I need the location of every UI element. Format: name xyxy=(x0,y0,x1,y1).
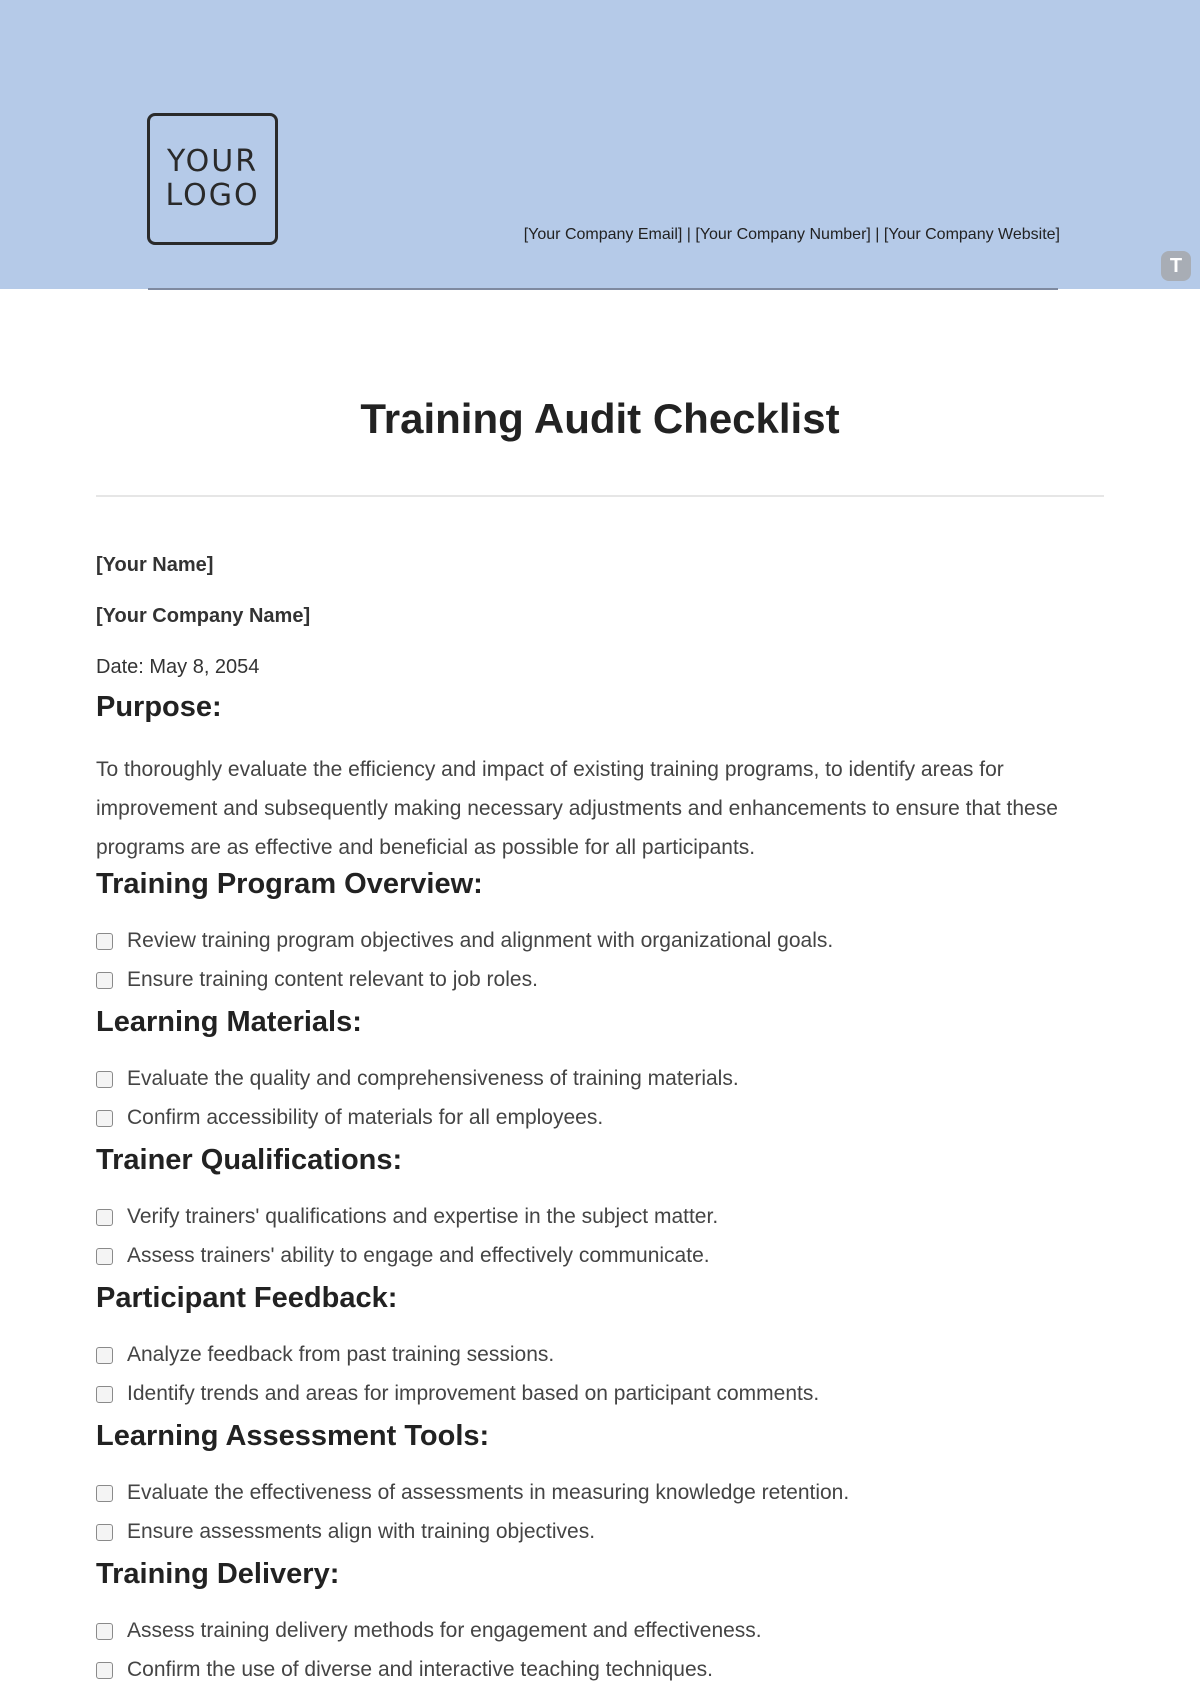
section-heading-learning-materials: Learning Materials: xyxy=(96,1006,362,1038)
checkbox[interactable] xyxy=(96,1209,113,1226)
checklist-item[interactable] xyxy=(96,1382,819,1406)
checklist-item-label: Confirm the use of diverse and interactive teaching techniques. xyxy=(127,1658,714,1681)
section-heading-training-delivery: Training Delivery: xyxy=(96,1558,340,1590)
checklist-item-label: Evaluate the quality and comprehensiveness of training materials. xyxy=(127,1067,739,1090)
author-name: [Your Name] xyxy=(96,554,214,576)
checklist-item[interactable] xyxy=(96,1343,554,1367)
checkbox[interactable] xyxy=(96,1662,113,1679)
checklist-item[interactable] xyxy=(96,1067,739,1091)
checklist-item[interactable] xyxy=(96,1619,762,1643)
checklist-item-label: Ensure assessments align with training objectives. xyxy=(127,1520,596,1543)
document-date: Date: May 8, 2054 xyxy=(96,656,260,678)
checklist-item[interactable] xyxy=(96,1658,713,1682)
checklist-item-label: Confirm accessibility of materials for all employees. xyxy=(127,1106,604,1129)
logo-line-2: LOGO xyxy=(165,178,260,213)
logo-text xyxy=(158,145,268,213)
header-divider xyxy=(148,288,1058,290)
checklist-item[interactable] xyxy=(96,1106,603,1130)
checkbox[interactable] xyxy=(96,1110,113,1127)
document-title: Training Audit Checklist xyxy=(360,395,840,442)
checklist-item[interactable] xyxy=(96,929,833,953)
template-badge-icon[interactable]: T xyxy=(1161,251,1191,281)
checkbox[interactable] xyxy=(96,1485,113,1502)
checkbox[interactable] xyxy=(96,972,113,989)
checkbox[interactable] xyxy=(96,1071,113,1088)
checklist-item-label: Review training program objectives and alignment with organizational goals. xyxy=(127,929,834,952)
logo-line-1: YOUR xyxy=(166,144,259,179)
checklist-item-label: Evaluate the effectiveness of assessments in measuring knowledge retention. xyxy=(127,1481,850,1504)
checklist-item-label: Ensure training content relevant to job roles. xyxy=(127,968,538,991)
checkbox[interactable] xyxy=(96,1347,113,1364)
purpose-text: To thoroughly evaluate the efficiency and impact of existing training programs, to identify areas for improvement and subsequently making necessary adjustments and enhancements to ensure that these programs are as effective and beneficial as possible for all participants. xyxy=(96,758,1058,859)
header-banner xyxy=(0,0,1200,289)
checklist-item-label: Assess trainers' ability to engage and effectively communicate. xyxy=(127,1244,710,1267)
title-divider xyxy=(96,495,1104,497)
checklist-item[interactable] xyxy=(96,1481,849,1505)
checkbox[interactable] xyxy=(96,1524,113,1541)
section-heading-participant-feedback: Participant Feedback: xyxy=(96,1282,398,1314)
section-heading-training-program-overview: Training Program Overview: xyxy=(96,868,483,900)
company-logo xyxy=(147,113,278,245)
checklist-item[interactable] xyxy=(96,968,538,992)
section-heading-learning-assessment-tools: Learning Assessment Tools: xyxy=(96,1420,490,1452)
checkbox[interactable] xyxy=(96,1248,113,1265)
checklist-item-label: Assess training delivery methods for engagement and effectiveness. xyxy=(127,1619,762,1642)
company-contact-info: [Your Company Email] | [Your Company Number] | [Your Company Website] xyxy=(523,226,1060,243)
checkbox[interactable] xyxy=(96,933,113,950)
checkbox[interactable] xyxy=(96,1386,113,1403)
checklist-item-label: Analyze feedback from past training sessions. xyxy=(127,1343,555,1366)
checklist-item[interactable] xyxy=(96,1205,718,1229)
checklist-item-label: Identify trends and areas for improvement based on participant comments. xyxy=(127,1382,820,1405)
checkbox[interactable] xyxy=(96,1623,113,1640)
section-heading-trainer-qualifications: Trainer Qualifications: xyxy=(96,1144,403,1176)
checklist-item[interactable] xyxy=(96,1520,595,1544)
company-name: [Your Company Name] xyxy=(96,605,311,627)
purpose-heading: Purpose: xyxy=(96,691,222,723)
checklist-item[interactable] xyxy=(96,1244,710,1268)
checklist-item-label: Verify trainers' qualifications and expertise in the subject matter. xyxy=(127,1205,719,1228)
